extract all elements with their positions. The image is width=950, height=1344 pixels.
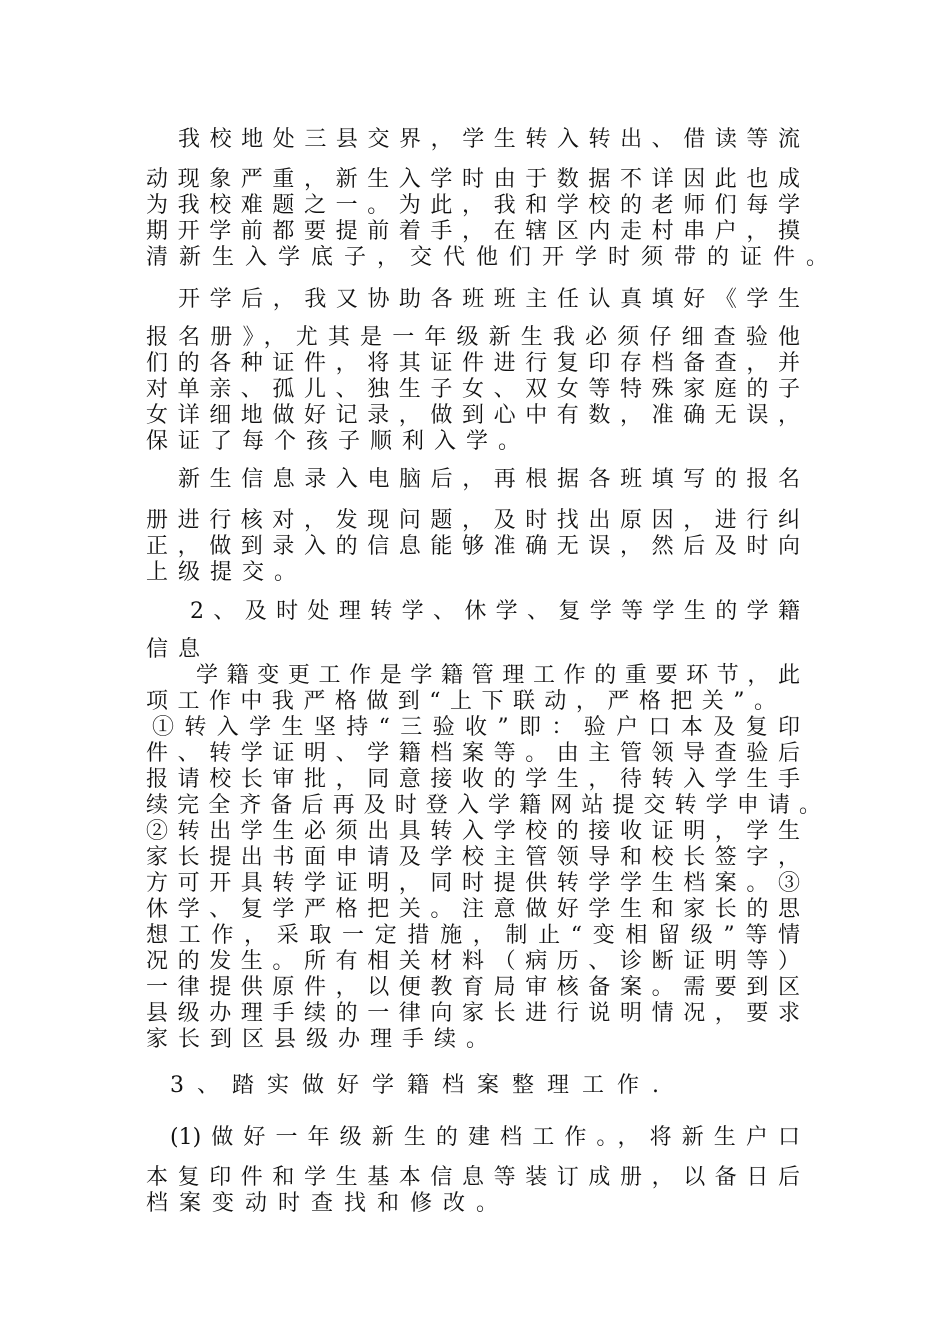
paragraph-line: 们的各种证件，将其证件进行复印存档备查，并 — [146, 351, 800, 376]
paragraph-line: 档案变动时查找和修改。 — [146, 1191, 510, 1216]
paragraph-line: (1)做好一年级新生的建档工作。，将新生户口 — [170, 1125, 800, 1150]
paragraph-line: 报名册》，尤其是一年级新生我必须仔细查验他 — [146, 325, 800, 350]
paragraph-line: 上级提交。 — [146, 560, 307, 585]
section-heading: 信息 — [146, 637, 211, 662]
paragraph-line: 期开学前都要提前着手，在辖区内走村串户，摸 — [146, 219, 800, 244]
paragraph-line: 件、转学证明、学籍档案等。由主管领导查验后 — [146, 741, 800, 766]
paragraph-line: 册进行核对，发现问题，及时找出原因，进行纠 — [146, 508, 800, 533]
paragraph-line: 正，做到录入的信息能够准确无误，然后及时向 — [146, 534, 800, 559]
paragraph-line: 女详细地做好记录，做到心中有数，准确无误， — [146, 403, 800, 428]
paragraph-line: 新生信息录入电脑后，再根据各班填写的报名 — [178, 467, 800, 492]
paragraph-line: 对单亲、孤儿、独生子女、双女等特殊家庭的子 — [146, 377, 800, 402]
paragraph-line: 学籍变更工作是学籍管理工作的重要环节，此 — [196, 663, 800, 688]
paragraph-line: 清新生入学底子，交代他们开学时须带的证件。 — [146, 245, 840, 270]
paragraph-line: 保证了每个孩子顺利入学。 — [146, 429, 531, 454]
paragraph-line: 为我校难题之一。为此，我和学校的老师们每学 — [146, 193, 800, 218]
paragraph-line: 开学后，我又协助各班班主任认真填好《学生 — [178, 287, 800, 312]
paragraph-line: 报请校长审批，同意接收的学生，待转入学生手 — [146, 767, 800, 792]
paragraph-line: ②转出学生必须出具转入学校的接收证明，学生 — [146, 819, 800, 844]
paragraph-line: 动现象严重，新生入学时由于数据不详因此也成 — [146, 167, 800, 192]
paragraph-line: 家长到区县级办理手续。 — [146, 1027, 499, 1052]
paragraph-line: 想工作，采取一定措施，制止“变相留级”等情 — [146, 923, 800, 948]
section-heading: 2、及时处理转学、休学、复学等学生的学籍 — [190, 599, 800, 624]
section-heading: 3、踏实做好学籍档案整理工作. — [170, 1073, 672, 1098]
paragraph-line: 我校地处三县交界，学生转入转出、借读等流 — [178, 127, 800, 152]
paragraph-line: 家长提出书面申请及学校主管领导和校长签字， — [146, 845, 800, 870]
paragraph-line: ①转入学生坚持“三验收”即：验户口本及复印 — [152, 715, 800, 740]
paragraph-line: 本复印件和学生基本信息等装订成册，以备日后 — [146, 1165, 800, 1190]
paragraph-line: 项工作中我严格做到“上下联动，严格把关”。 — [146, 689, 776, 714]
paragraph-line: 县级办理手续的一律向家长进行说明情况，要求 — [146, 1001, 800, 1026]
paragraph-line: 休学、复学严格把关。注意做好学生和家长的思 — [146, 897, 800, 922]
paragraph-line: 一律提供原件，以便教育局审核备案。需要到区 — [146, 975, 800, 1000]
paragraph-line: 方可开具转学证明，同时提供转学学生档案。③ — [146, 871, 800, 896]
paragraph-line: 续完全齐备后再及时登入学籍网站提交转学申请。 — [146, 793, 821, 818]
paragraph-line: 况的发生。所有相关材料（病历、诊断证明等） — [146, 949, 800, 974]
